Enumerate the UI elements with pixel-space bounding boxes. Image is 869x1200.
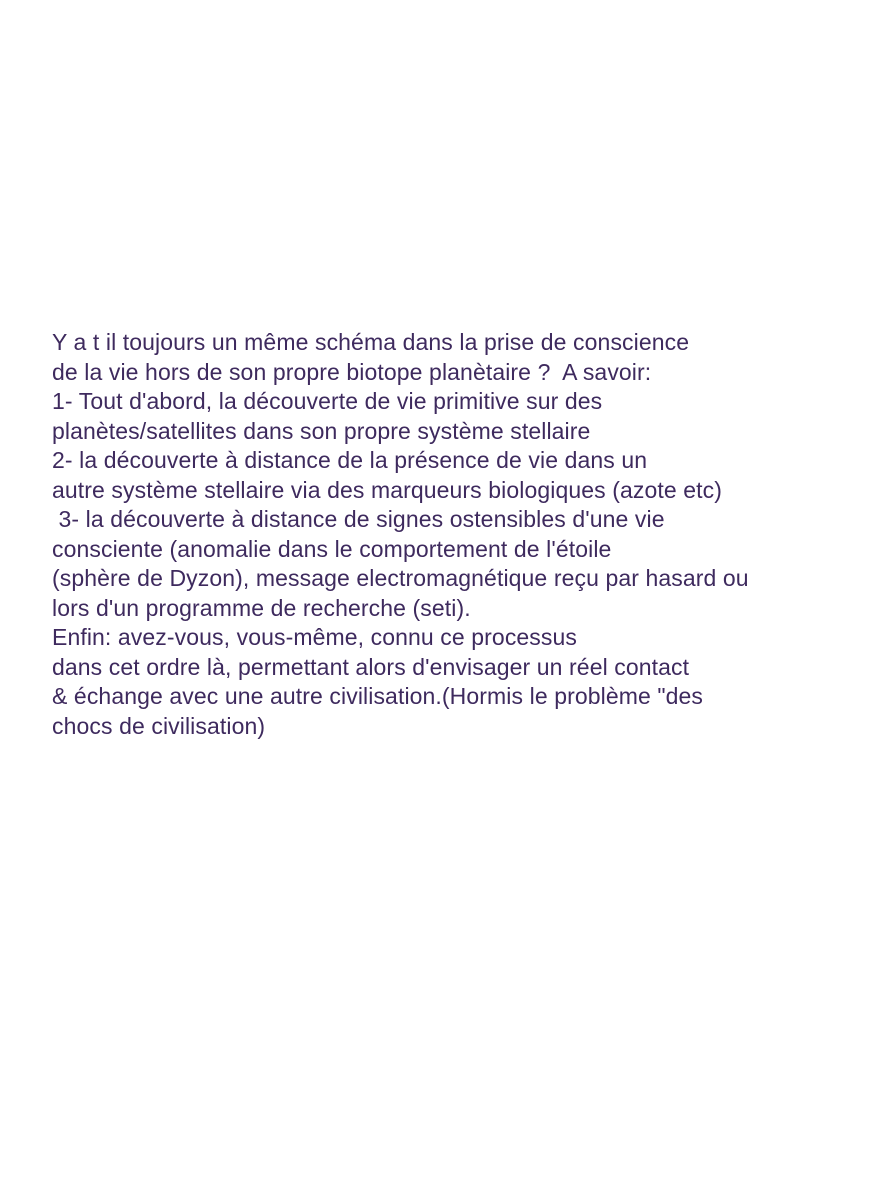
text-line: Enfin: avez-vous, vous-même, connu ce processus	[52, 624, 577, 650]
text-line: planètes/satellites dans son propre système stellaire	[52, 417, 591, 444]
text-line: autre système stellaire via des marqueurs biologiques (azote etc)	[52, 476, 722, 503]
text-line: Y a t il toujours un même schéma dans la prise de conscience	[52, 329, 690, 355]
text-line: 3- la découverte à distance de signes ostensibles d'une vie	[52, 506, 665, 532]
text-line: dans cet ordre là, permettant alors d'envisager un réel contact	[52, 653, 690, 680]
question-text-block	[52, 328, 862, 741]
text-line: (sphère de Dyzon), message electromagnétique reçu par hasard ou	[52, 565, 749, 591]
text-line: consciente (anomalie dans le comportement de l'étoile	[52, 535, 612, 562]
text-line: de la vie hors de son propre biotope planètaire ? A savoir:	[52, 358, 652, 385]
text-line: 2- la découverte à distance de la présence de vie dans un	[52, 447, 648, 473]
text-line: 1- Tout d'abord, la découverte de vie primitive sur des	[52, 388, 603, 414]
text-line: & échange avec une autre civilisation.(Hormis le problème "des	[52, 683, 704, 709]
text-line: lors d'un programme de recherche (seti).	[52, 594, 471, 621]
text-line: chocs de civilisation)	[52, 712, 266, 739]
